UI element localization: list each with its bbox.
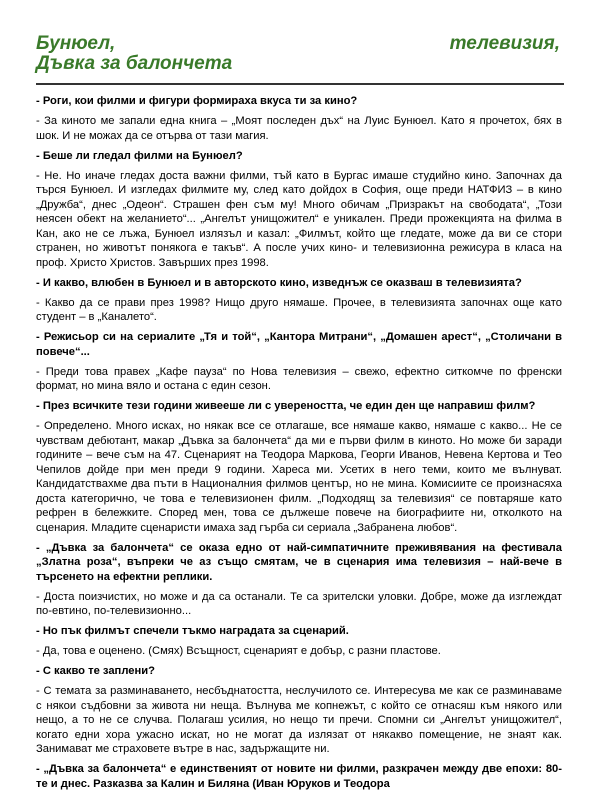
question-paragraph: - С какво те заплени? bbox=[36, 665, 155, 677]
title-left: Бунюел, bbox=[36, 33, 116, 54]
answer-paragraph: - Преди това правех „Кафе пауза“ по Нова телевизия – свежо, ефектно ситкомче по френски формат, но мина вяло и остана с един сезон. bbox=[36, 365, 562, 392]
question-paragraph: - Режисьор си на сериалите „Тя и той“, „Кантора Митрани“, „Домашен арест“, „Столичани в повече“... bbox=[36, 331, 562, 358]
article-body bbox=[36, 94, 562, 797]
question-paragraph: - И какво, влюбен в Бунюел и в авторското кино, изведнъж се оказваш в телевизията? bbox=[36, 276, 522, 289]
answer-paragraph: - Доста поизчистих, но може и да са останали. Те са зрителски уловки. Добре, може да изглеждат по-евтино, по-телевизионно... bbox=[36, 590, 562, 617]
answer-paragraph: - За киното ме запали една книга – „Моят последен дъх“ на Луис Бунюел. Като я прочетох, бях в шок. И не можах да се отърва от тази магия. bbox=[36, 115, 562, 142]
title-divider bbox=[36, 83, 564, 85]
answer-paragraph: - Не. Но иначе гледах доста важни филми, тъй като в Бургас имаше студийно кино. Започнах да търся Бунюел. И изгледах филмите му, след като дойдох в София, още преди НАТФИЗ – в кино „Дружба“, днес „Одеон“. Страшен фен съм му! Много обичам „Призракът на свободата“, „Този неясен обект на желанието“... „Ангелът унищожител“ е уникален. Преди прожекцията на филма в Кан, ако не се лъжа, Бунюел излязъл и казал: „Филмът, който ще гледате, може да ви се стори странен, но животът понякога е такъв“. А после учих кино- и телевизионна режисура в класа на проф. Христо Христов. Завърших през 1998. bbox=[36, 169, 562, 269]
question-paragraph: - Беше ли гледал филми на Бунюел? bbox=[36, 149, 243, 162]
answer-paragraph: - Да, това е оценено. (Смях) Всъщност, сценарият е добър, с разни пластове. bbox=[36, 645, 441, 657]
question-paragraph: - През всичките тези години живееше ли с увереността, че един ден ще направиш филм? bbox=[36, 400, 536, 412]
title-line bbox=[36, 33, 560, 55]
question-paragraph: - „Дъвка за балончета“ е единственият от новите ни филми, разкрачен между две епохи: 80-те и днес. Разказва за Калин и Биляна (Иван Юруков и Теодора bbox=[36, 763, 562, 790]
answer-paragraph: - С темата за разминаването, несбъднатостта, неслучилото се. Интересува ме как се разминаваме с някои съдбовни за живота ни неща. Вълнува ме копнежът, с който се отнасяш към някого или нещо, а то не се случва. Полагаш усилия, но нещо ти пречи. Спомни си „Ангелът унищожител“, когато едни хора ужасно искат, но не могат да излязат от някакво помещение, не знаят как. Занимават ме страховете вътре в нас, задържащите ни. bbox=[36, 685, 562, 755]
answer-paragraph: - Определено. Много исках, но някак все се отлагаше, все нямаше какво, нямаше с какво... Не се чувствам дебютант, макар „Дъвка за балончета“ да ми е първи филм в киното. Но може би заради годините – вече съм на 47. Сценарият на Теодора Маркова, Георги Иванов, Невена Кертова и Тео Чепилов дойде при мен преди 9 години. Хареса ми. Усетих в него теми, които ме вълнуват. Кандидатствахме два пъти в Националния филмов център, но не мина. Комисиите се произнасяха доста категорично, че това е телевизионен филм. „Подходящ за телевизия“ се повтаряше като рефрен в бележките. Според мен, това се дължеше повече на биографиите ни, отколкото на сценария. Младите сценаристи имаха зад гърба си сериала „Забранена любов“. bbox=[36, 420, 562, 534]
question-paragraph: - Роги, кои филми и фигури формираха вкуса ти за кино? bbox=[36, 95, 358, 107]
title-right: телевизия, bbox=[449, 33, 560, 54]
question-paragraph: - „Дъвка за балончета“ се оказа едно от най-симпатичните преживявания на фестивала „Златна роза“, въпреки че аз също смятам, че в сценария има телевизия – най-вече в търсенето на ефектни реплики. bbox=[36, 541, 562, 583]
answer-paragraph: - Какво да се прави през 1998? Нищо друго нямаше. Прочее, в телевизията започнах още като студент – в „Каналето“. bbox=[36, 296, 562, 323]
question-paragraph: - Но пък филмът спечели тъкмо наградата за сценарий. bbox=[36, 625, 349, 637]
subtitle: Дъвка за балончета bbox=[36, 53, 233, 74]
